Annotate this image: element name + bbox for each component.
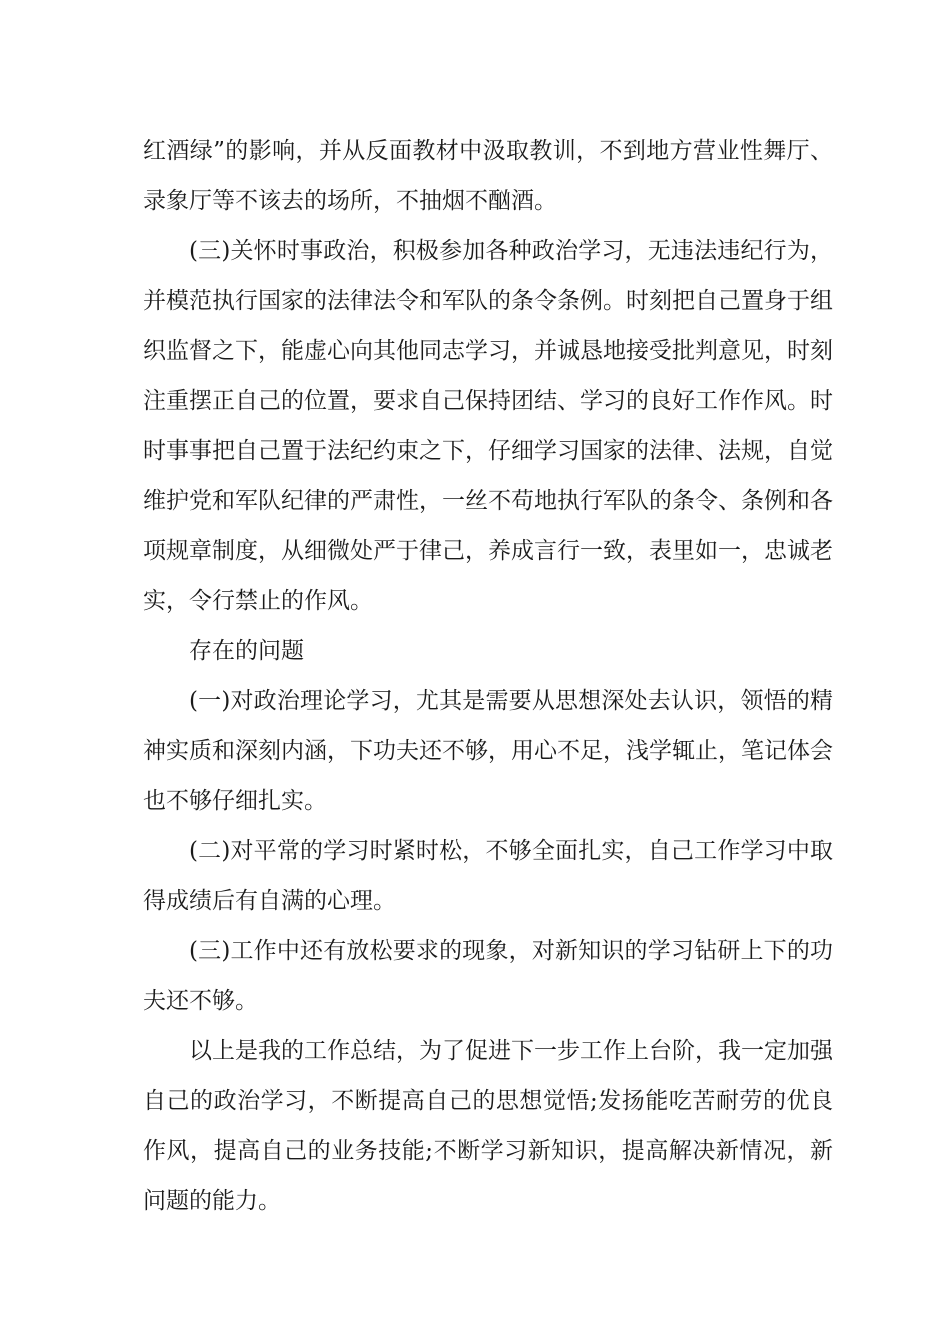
section-heading-problems: 存在的问题 xyxy=(189,638,304,664)
paragraph-problem-three: (三)工作中还有放松要求的现象，对新知识的学习钻研上下的功夫还不够。 xyxy=(143,938,833,1014)
paragraph-continuation: 红酒绿”的影响，并从反面教材中汲取教训，不到地方营业性舞厅、录象厅等不该去的场所，不抽烟不酗酒。 xyxy=(143,138,833,214)
paragraph-conclusion: 以上是我的工作总结，为了促进下一步工作上台阶，我一定加强自己的政治学习，不断提高自己的思想觉悟;发扬能吃苦耐劳的优良作风，提高自己的业务技能;不断学习新知识，提高解决新情况，新问题的能力。 xyxy=(143,1038,833,1214)
paragraph-item-three-discipline: (三)关怀时事政治，积极参加各种政治学习，无违法违纪行为，并模范执行国家的法律法令和军队的条令条例。时刻把自己置身于组织监督之下，能虚心向其他同志学习，并诚恳地接受批判意见，时刻注重摆正自己的位置，要求自己保持团结、学习的良好工作作风。时时事事把自己置于法纪约束之下，仔细学习国家的法律、法规，自觉维护党和军队纪律的严肃性，一丝不苟地执行军队的条令、条例和各项规章制度，从细微处严于律己，养成言行一致，表里如一，忠诚老实，令行禁止的作风。 xyxy=(143,238,833,614)
paragraph-problem-two: (二)对平常的学习时紧时松，不够全面扎实，自己工作学习中取得成绩后有自满的心理。 xyxy=(143,838,833,914)
document-body xyxy=(143,126,833,1226)
paragraph-problem-one: (一)对政治理论学习，尤其是需要从思想深处去认识，领悟的精神实质和深刻内涵，下功夫还不够，用心不足，浅学辄止，笔记体会也不够仔细扎实。 xyxy=(143,688,833,814)
